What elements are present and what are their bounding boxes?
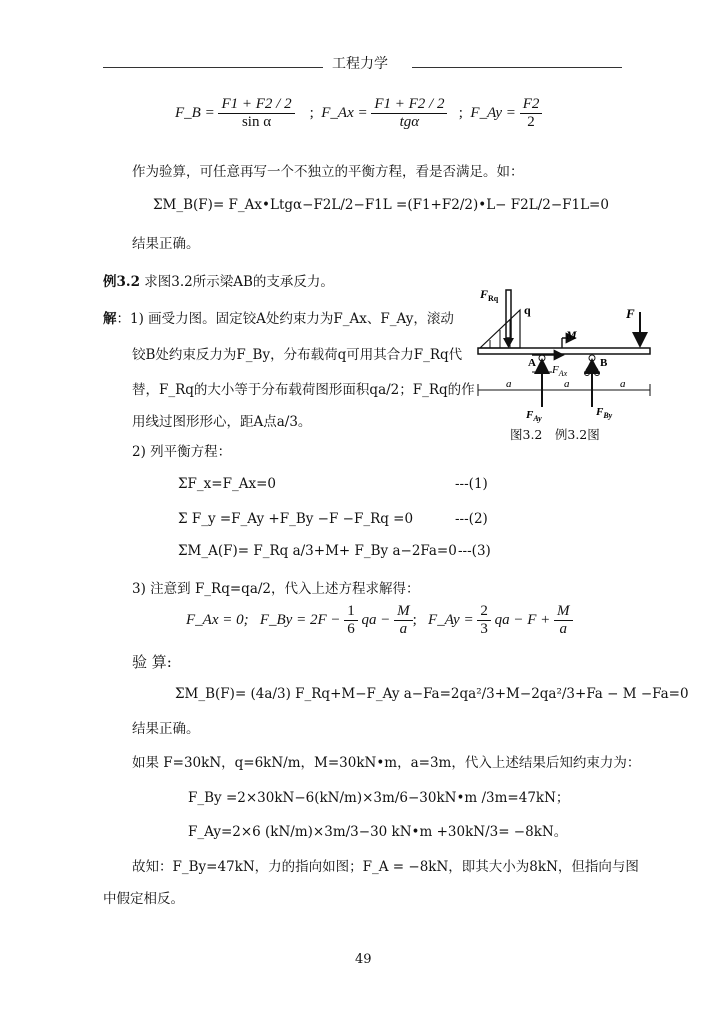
sol-fby-lhs: F_By = 2F − <box>259 611 341 628</box>
solution-line3: 替，F_Rq的大小等于分布载荷图形面积qa/2；F_Rq的作 <box>132 382 475 398</box>
check-result: 结果正确。 <box>132 721 200 737</box>
numeric-fay: F_Ay=2×6 (kN/m)×3m/3−30 kN•m +30kN/3= −8kN。 <box>188 824 568 840</box>
figure-caption: 图3.2 例3.2图 <box>510 427 600 442</box>
label-f: F <box>626 306 635 321</box>
sol-fby-frac2: $\frac{M}{a}$ <box>394 603 413 638</box>
fay-den: 2 <box>520 113 543 131</box>
step2-eq2-no: ---(2) <box>455 511 488 527</box>
label-fay: F <box>526 409 534 421</box>
fay-lhs: F_Ay = <box>470 104 516 121</box>
fax-den: tgα <box>371 113 447 131</box>
label-a1: a <box>506 378 512 390</box>
label-q: q <box>524 303 531 317</box>
fb-lhs: F_B = <box>175 104 215 121</box>
header-title: 工程力学 <box>332 56 388 72</box>
sol-fby-mid: qa − <box>361 611 391 628</box>
fay-fraction <box>520 96 543 131</box>
header-rule-left <box>103 67 323 68</box>
solution-line2: 铰B处约束反力为F_By，分布载荷q可用其合力F_Rq代 <box>132 347 463 363</box>
solution-line4: 用线过图形形心，距A点a/3。 <box>132 414 312 430</box>
example-heading <box>103 270 334 290</box>
label-fby: F <box>596 406 604 418</box>
beam <box>478 348 650 354</box>
fb-num: F1 + F2 / 2 <box>221 96 292 112</box>
label-m: M <box>566 328 577 342</box>
check-title: 验 算: <box>132 653 172 671</box>
fb-fraction <box>218 96 294 131</box>
label-fax: F <box>552 364 559 376</box>
svg-text:FRq <box>479 287 499 303</box>
fay-num: F2 <box>522 96 540 112</box>
step2-title: 2) 列平衡方程： <box>132 444 232 460</box>
label-fby-sub: By <box>603 411 613 420</box>
example-text: 求图3.2所示梁AB的支承反力。 <box>144 274 334 290</box>
numeric-fby: F_By =2×30kN−6(kN/m)×3m/6−30kN•m /3m=47kN； <box>188 790 570 806</box>
figure-beam-diagram <box>470 282 662 442</box>
formula-top <box>175 96 542 131</box>
sol-fax: F_Ax = 0; <box>186 611 249 628</box>
check-equation: ΣM_B(F)= (4a/3) F_Rq+M−F_Ay a−Fa=2qa²/3+M−2qa²/3+Fa − M −Fa=0 <box>175 686 689 702</box>
sol-fby-frac1: $\frac{1}{6}$ <box>344 603 358 638</box>
numeric-intro: 如果 F=30kN，q=6kN/m，M=30kN•m，a=3m，代入上述结果后知约束力为： <box>132 755 641 771</box>
step2-eq1-no: ---(1) <box>455 476 488 492</box>
fax-num: F1 + F2 / 2 <box>374 96 445 112</box>
solution-line1: 解：1) 画受力图。固定铰A处约束力为F_Ax、F_Ay，滚动 <box>103 311 454 327</box>
label-frq: F <box>480 287 489 301</box>
sol-fay-frac1: $\frac{2}{3}$ <box>477 603 491 638</box>
step3-solution <box>186 603 573 638</box>
svg-text:FBy <box>595 406 613 420</box>
step3-title: 3) 注意到 F_Rq=qa/2，代入上述方程求解得： <box>132 581 420 597</box>
step2-eq1: ΣF_x=F_Ax=0 <box>178 476 276 492</box>
sep1: ; <box>309 104 314 121</box>
fax-lhs: F_Ax = <box>321 104 368 121</box>
sol-fay-mid: qa − F + <box>494 611 551 628</box>
sol-fby-end: ; <box>412 611 417 628</box>
svg-text:FAy <box>525 409 542 423</box>
conclusion-line1: 故知：F_By=47kN，力的指向如图；F_A = −8kN，即其大小为8kN，但指向与图 <box>132 859 639 875</box>
step2-eq3-no: ---(3) <box>458 543 491 559</box>
solution-label: 解 <box>103 311 117 327</box>
label-a3: a <box>620 378 626 390</box>
step2-eq2: Σ F_y =F_Ay +F_By −F −F_Rq =0 <box>178 511 414 527</box>
frq-arrow <box>506 290 511 338</box>
support-b-pin <box>589 355 595 361</box>
para1: 作为验算，可任意再写一个不独立的平衡方程，看是否满足。如： <box>132 164 524 180</box>
label-fay-sub: Ay <box>533 414 542 423</box>
fax-fraction <box>371 96 447 131</box>
support-a-pin <box>539 355 545 361</box>
label-a2: a <box>564 378 570 390</box>
label-fax-sub: Ax <box>558 369 568 378</box>
header-rule-right <box>412 67 622 68</box>
sol-fay-frac2: $\frac{M}{a}$ <box>554 603 573 638</box>
conclusion-line2: 中假定相反。 <box>103 891 184 907</box>
fb-den: sin α <box>218 113 294 131</box>
svg-text:FAx <box>551 364 568 378</box>
label-frq-sub: Rq <box>488 294 499 303</box>
label-a: A <box>528 357 536 369</box>
verify-equation: ΣM_B(F)= F_Ax•Ltgα−F2L/2−F1L =(F1+F2/2)•L− F2L/2−F1L=0 <box>153 197 609 213</box>
step2-eq3: ΣM_A(F)= F_Rq a/3+M+ F_By a−2Fa=0 <box>178 543 457 559</box>
sol-fay-lhs: F_Ay = <box>428 611 474 628</box>
page-number: 49 <box>355 952 372 967</box>
sep2: ; <box>458 104 463 121</box>
example-label: 例3.2 <box>103 274 140 290</box>
label-b: B <box>600 357 608 369</box>
result1: 结果正确。 <box>132 236 200 252</box>
